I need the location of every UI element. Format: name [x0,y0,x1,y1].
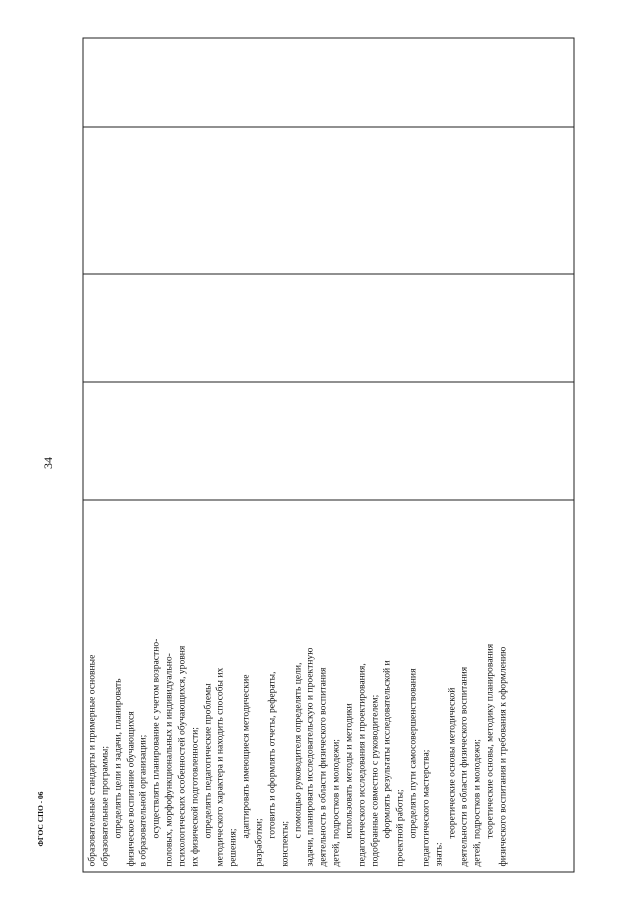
content-line: физического воспитания и требования к оформлению [497,646,508,866]
empty-column-4 [83,126,573,274]
content-line: педагогического мастерства; [419,749,431,866]
content-line: определять пути самосовершенствования [407,668,419,838]
content-line: оформлять результаты исследовательской и [381,659,393,838]
content-line: половых, морфофункциональных и индивидуально- [163,652,175,866]
content-line: теоретические основы методической [445,687,457,838]
content-line: определять педагогические проблемы [201,682,213,838]
content-line: знать: [432,841,444,866]
content-line: теоретические основы, методику планирования [484,643,496,838]
content-line: деятельность в области физического воспитания [317,667,329,866]
content-line: образовательные программы; [98,745,110,866]
content-line: с помощью руководителя определять цели, [291,662,303,838]
content-line: психологических особенностей обучающихся, уровня [175,645,187,866]
content-line: разработки; [252,817,264,866]
empty-column-5 [83,38,573,126]
competency-table [82,37,574,872]
empty-column-3 [83,273,573,381]
content-line: определять цели и задачи, планировать [111,678,123,838]
content-line: проектной работы; [394,788,406,866]
page-number: 34 [41,457,55,469]
content-line: задачи, планировать исследовательскую и проектную [304,647,316,866]
footer-code: ФГОС СПО - 06 [36,791,45,847]
content-line: физическое воспитание обучающихся [124,710,136,866]
content-column [83,499,573,871]
content-line: детей, подростков и молодежи; [471,738,483,866]
content-line: педагогического исследования и проектирования, [355,662,367,866]
content-line: адаптировать имеющиеся методические [240,674,252,838]
content-line: использовать методы и методики [342,702,354,838]
content-line: готовить и оформлять отчеты, рефераты, [265,671,277,838]
content-line: решения; [227,827,239,866]
content-line: в образовательной организации; [137,734,149,866]
content-line: деятельности в области физического воспитания [458,666,470,866]
content-line: методического характера и находить способы их [214,667,226,866]
content-line: образовательные стандарты и примерные основные [86,654,97,866]
content-line: конспекты; [278,820,290,866]
empty-column-2 [83,381,573,499]
content-line: их физической подготовленности; [188,726,200,866]
content-line: подобранные совместно с руководителем; [368,694,380,866]
content-line: детей, подростков и молодежи; [330,738,342,866]
content-line: осуществлять планирование с учетом возрастно- [150,638,162,838]
